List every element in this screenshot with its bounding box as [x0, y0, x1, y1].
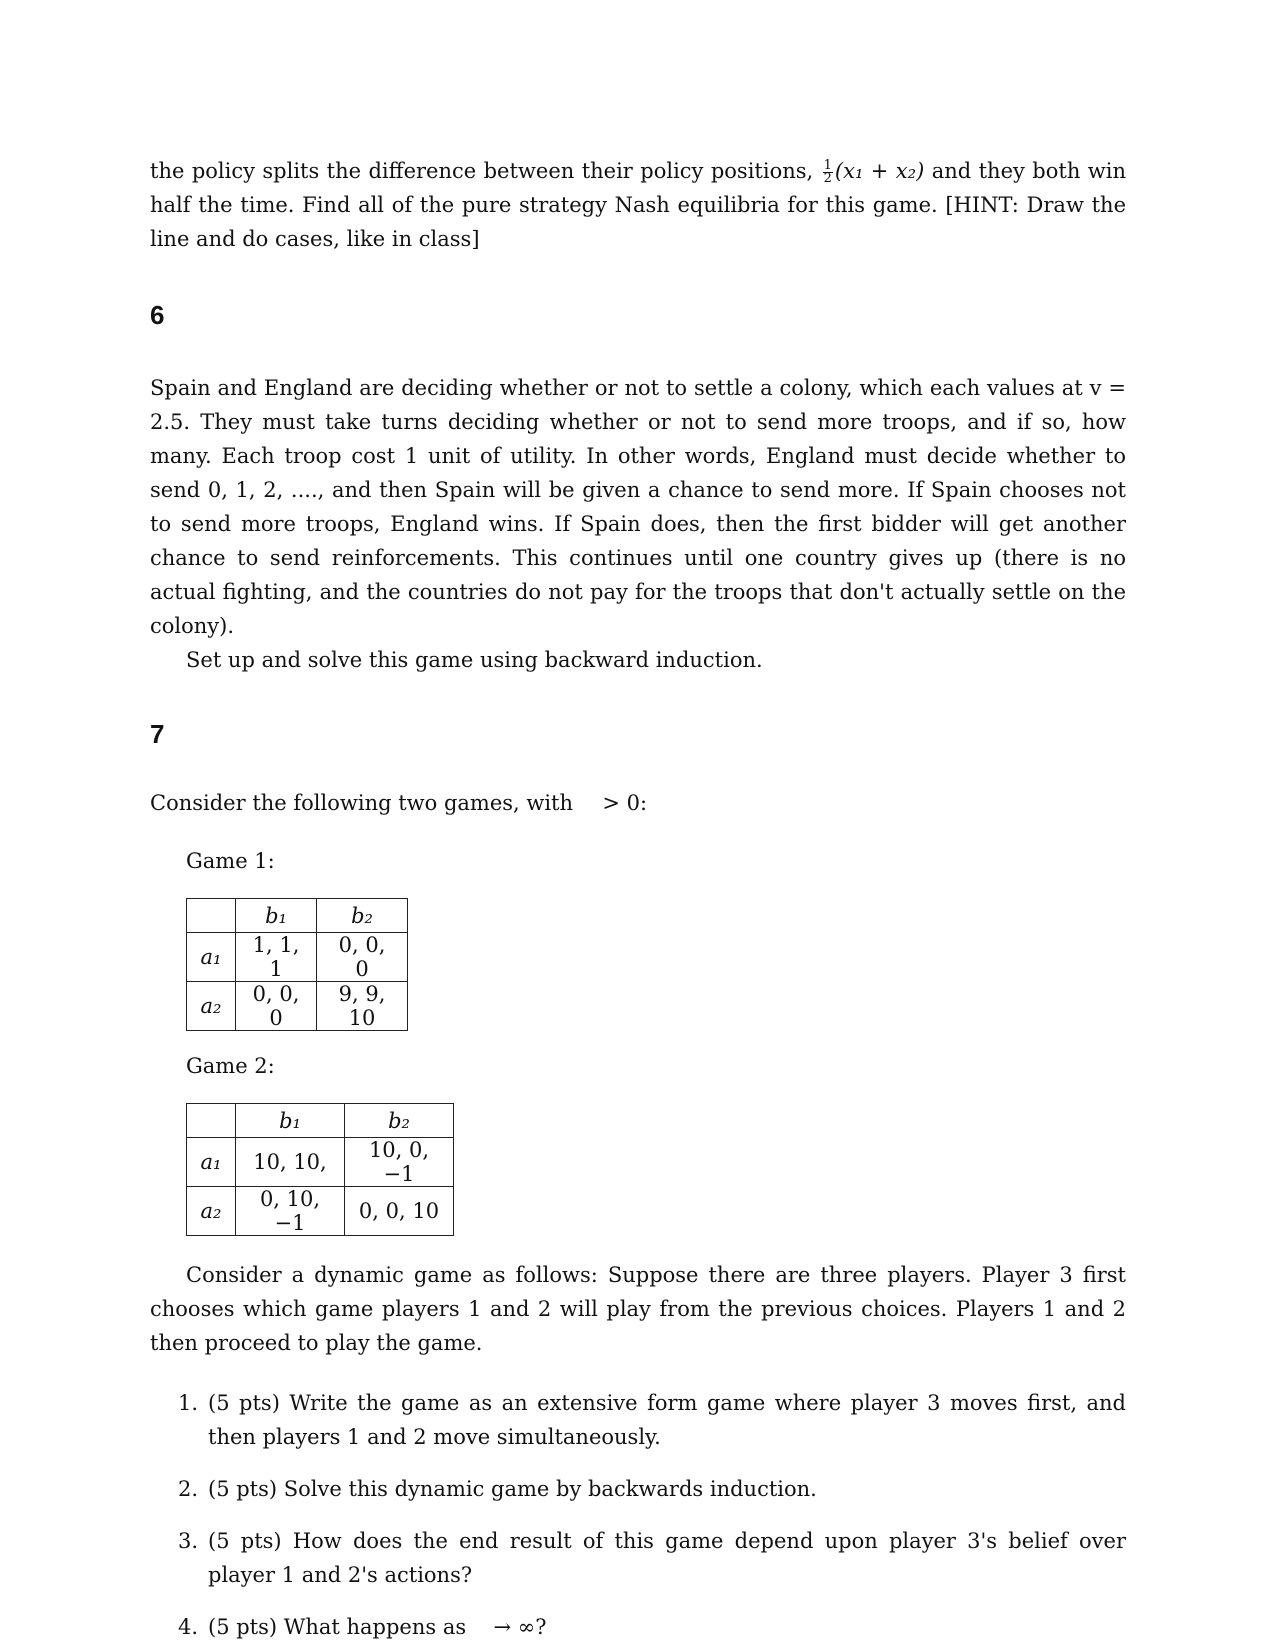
intro-text-post: and they both win half the time. Find all of the pure strategy Nash equilibria for this game. [HINT: Draw the line and do cases, like in class]: [150, 159, 1126, 251]
game-1-label: Game 1:: [186, 849, 275, 873]
intro-math: (x₁ + x₂): [834, 159, 925, 183]
table-cell: 1, 1, 1: [236, 933, 317, 982]
game-1-table: [186, 898, 408, 1031]
game-2-table: [186, 1103, 454, 1236]
question-text: (5 pts) Write the game as an extensive form game where player 3 moves first, and then players 1 and 2 move simultaneously.: [208, 1391, 1126, 1449]
section-6-instruction: Set up and solve this game using backward induction.: [186, 648, 763, 672]
table-cell: 10, 0, −1: [345, 1138, 454, 1187]
list-item: [150, 1386, 1126, 1454]
dynamic-game-paragraph: Consider a dynamic game as follows: Suppose there are three players. Player 3 first chooses which game players 1 and 2 will play from the previous choices. Players 1 and 2 then proceed to play the game.: [150, 1263, 1126, 1355]
table-row: [187, 1187, 454, 1236]
column-header: b₂: [345, 1104, 454, 1138]
table-cell: 0, 0, 0: [317, 933, 408, 982]
column-header: b₁: [236, 899, 317, 933]
question-text: (5 pts) Solve this dynamic game by backwards induction.: [208, 1477, 817, 1501]
section-6-paragraph: Spain and England are deciding whether or not to settle a colony, which each values at v = 2.5. They must take turns deciding whether or not to send more troops, and if so, how many. Each troop cost 1 unit of utility. In other words, England must decide whether to send 0, 1, 2, ...., and then Spain will be given a chance to send more. If Spain chooses not to send more troops, England wins. If Spain does, then the first bidder will get another chance to send reinforcements. This continues until one country gives up (there is no actual fighting, and the countries do not pay for the troops that don't actually settle on the colony).: [150, 376, 1126, 638]
table-cell: 0, 0, 10: [345, 1187, 454, 1236]
table-header-row: [187, 1104, 454, 1138]
row-header: a₂: [187, 982, 236, 1031]
list-item: [150, 1610, 1126, 1644]
table-corner-cell: [187, 899, 236, 933]
list-item: [150, 1472, 1126, 1506]
row-header: a₂: [187, 1187, 236, 1236]
question-number: 3.: [178, 1529, 199, 1553]
table-row: [187, 1138, 454, 1187]
table-corner-cell: [187, 1104, 236, 1138]
table-row: [187, 933, 408, 982]
row-header: a₁: [187, 933, 236, 982]
game-2-label: Game 2:: [186, 1054, 275, 1078]
table-row: [187, 982, 408, 1031]
question-tail: → ∞?: [493, 1615, 547, 1639]
question-text: (5 pts) How does the end result of this game depend upon player 3's belief over player 1 and 2's actions?: [208, 1529, 1126, 1587]
column-header: b₁: [236, 1104, 345, 1138]
list-item: [150, 1524, 1126, 1592]
table-cell: 9, 9, 10: [317, 982, 408, 1031]
table-cell: 0, 10, −1: [236, 1187, 345, 1236]
section-7-heading: 7: [150, 719, 165, 749]
question-list: [150, 1386, 1126, 1644]
fraction-denominator: 2: [823, 171, 832, 186]
section-6-heading: 6: [150, 300, 165, 330]
document-page: [150, 150, 1126, 1644]
fraction-one-half: [823, 160, 833, 185]
intro-paragraph: [150, 154, 1126, 256]
fraction-numerator: 1: [823, 158, 832, 173]
section-7-intro: [150, 786, 1126, 820]
row-header: a₁: [187, 1138, 236, 1187]
intro-text-pre: the policy splits the difference between their policy positions,: [150, 159, 814, 183]
question-text: (5 pts) What happens as: [208, 1615, 467, 1639]
table-header-row: [187, 899, 408, 933]
table-cell: 10, 10,: [236, 1138, 345, 1187]
section-7-intro-tail: > 0:: [602, 791, 648, 815]
column-header: b₂: [317, 899, 408, 933]
section-7-intro-text: Consider the following two games, with: [150, 791, 574, 815]
question-number: 4.: [178, 1615, 199, 1639]
question-number: 2.: [178, 1477, 199, 1501]
table-cell: 0, 0, 0: [236, 982, 317, 1031]
question-number: 1.: [178, 1391, 199, 1415]
